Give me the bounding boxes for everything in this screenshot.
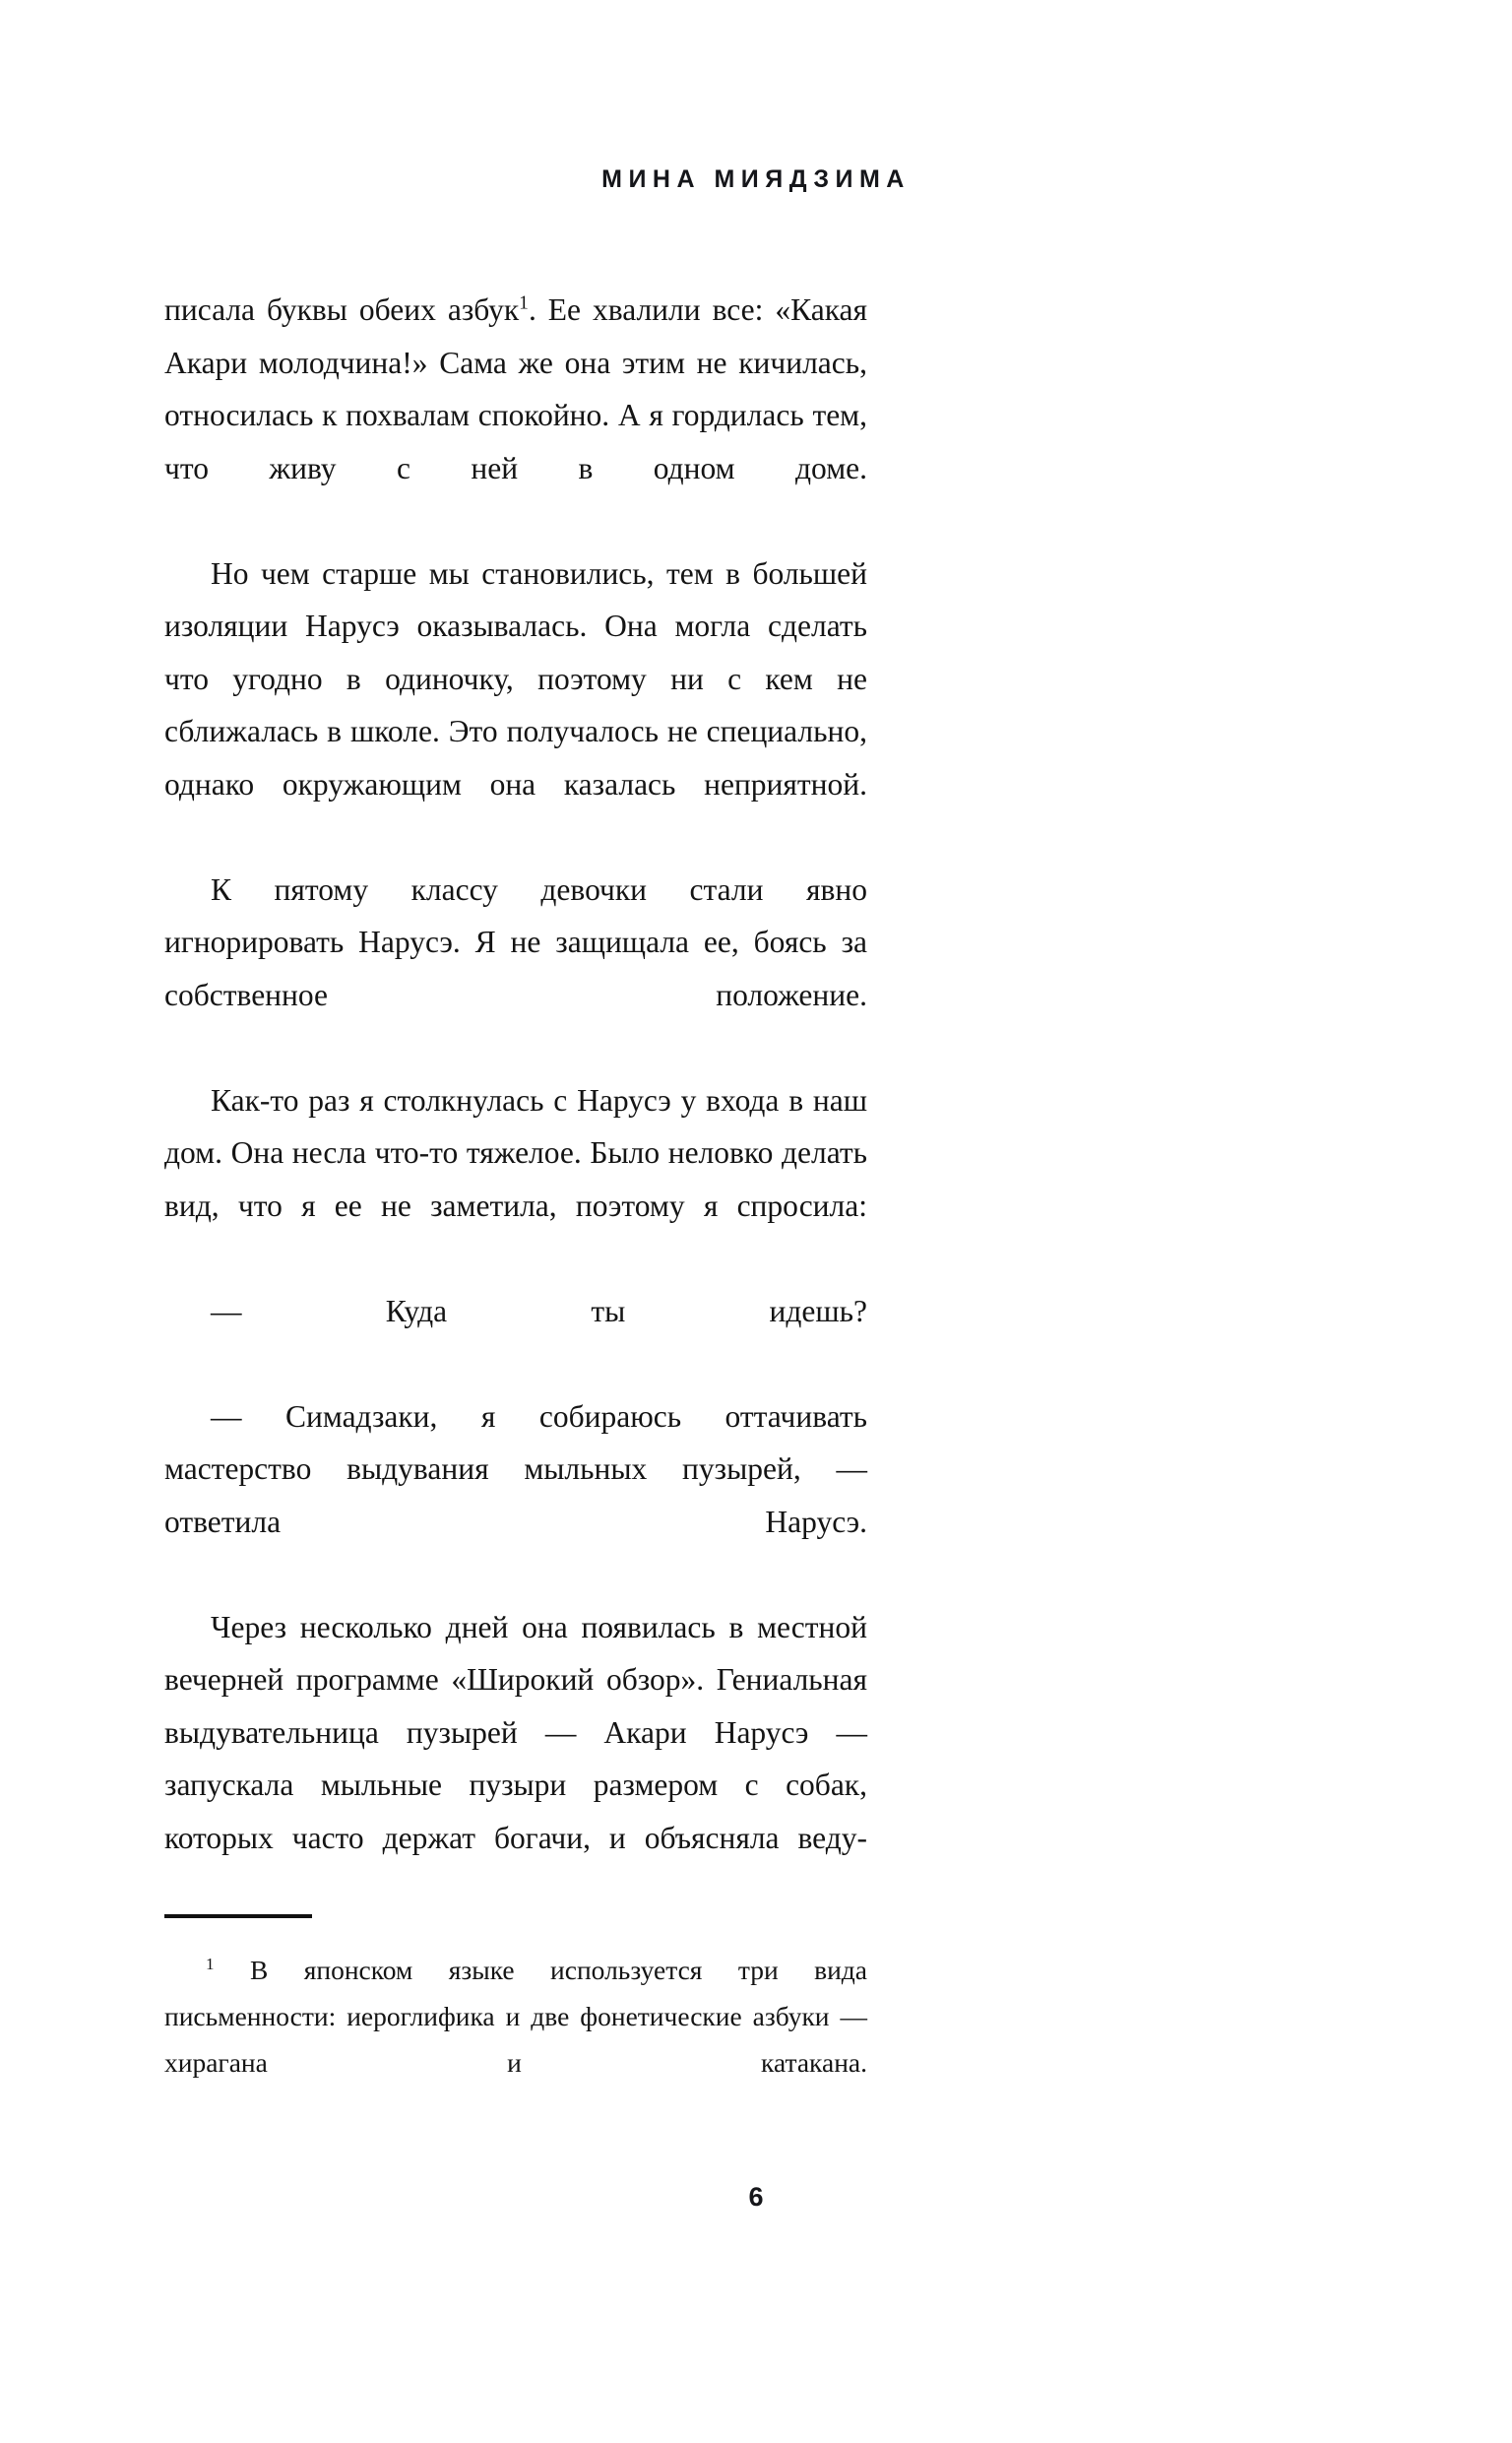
footnote-text xyxy=(164,1947,867,2132)
paragraph: К пятому классу девочки стали явно игнорировать Нарусэ. Я не защищала ее, боясь за собственное положение. xyxy=(164,871,867,1012)
footnote-reference-marker[interactable]: 1 xyxy=(519,292,529,314)
footnote-body: В японском языке используется три вида письменности: иероглифика и две фонетические азбуки — хирагана и катакана. xyxy=(164,1955,867,2078)
footnote-block xyxy=(164,1947,867,2132)
paragraph-text-before-footnote-ref: писала буквы обеих азбук xyxy=(164,292,520,327)
footnote-number: 1 xyxy=(206,1954,215,1973)
paragraph: Через несколько дней она появилась в местной вечерней программе «Широкий обзор». Гениальная выдувательница пузырей — Акари Нарусэ — запускала мыльные пузыри размером с собак, которых часто держат богачи, и объясняла веду- xyxy=(164,1609,867,1855)
running-head-author: МИНА МИЯДЗИМА xyxy=(601,165,911,193)
paragraph: Как-то раз я столкнулась с Нарусэ у входа в наш дом. Она несла что-то тяжелое. Было неловко делать вид, что я ее не заметила, поэтому я спросила: xyxy=(164,1082,867,1223)
dialogue-line: — Симадзаки, я собираюсь оттачивать мастерство выдувания мыльных пузырей, — ответила Нарусэ. xyxy=(164,1398,867,1539)
dialogue-line: — Куда ты идешь? xyxy=(211,1293,867,1328)
body-text-block xyxy=(164,284,867,1917)
paragraph-text-after-footnote-ref: . Ее хвалили все: «Какая Акари молодчина!» Сама же она этим не кичилась, относилась к похвалам спокойно. А я гордилась тем, что живу с ней в одном доме. xyxy=(164,292,867,485)
paragraph: Но чем старше мы становились, тем в большей изоляции Нарусэ оказывалась. Она могла сделать что угодно в одиночку, поэтому ни с кем не сближалась в школе. Это получалось не специально, однако окружающим она казалась неприятной. xyxy=(164,555,867,802)
footnote-separator-rule xyxy=(164,1914,312,1918)
paragraph-continued xyxy=(164,284,867,547)
page-number: 6 xyxy=(748,2182,764,2212)
